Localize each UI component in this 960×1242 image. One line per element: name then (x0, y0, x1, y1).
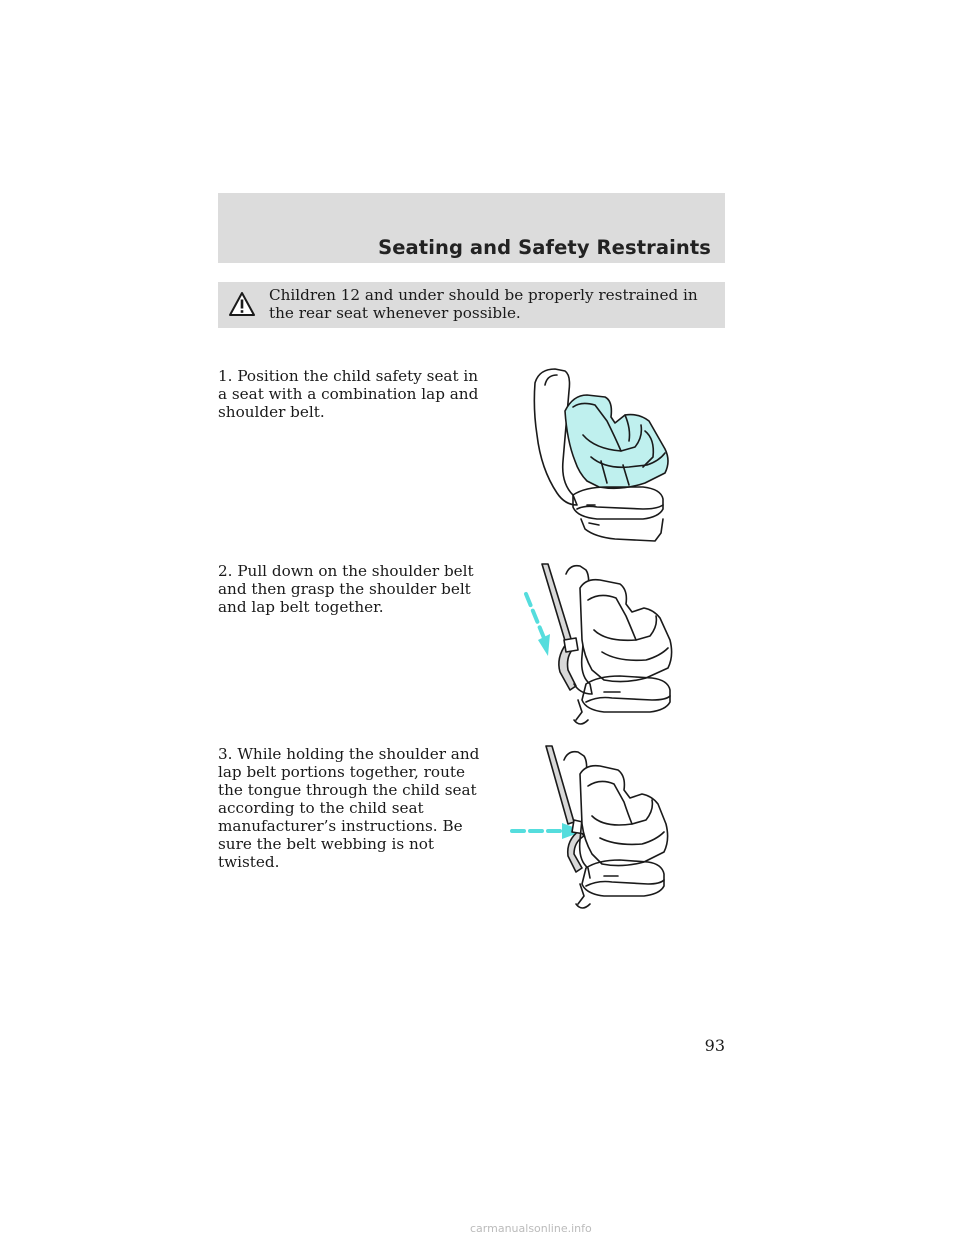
section-header (218, 193, 725, 263)
route-tongue-icon (508, 744, 683, 914)
child-seat-icon (525, 365, 690, 550)
warning-box (218, 282, 725, 328)
warning-triangle-icon (228, 291, 256, 317)
section-title: Seating and Safety Restraints (378, 236, 711, 259)
step-1-text: 1. Position the child safety seat in a seat with a combination lap and shoulder belt. (218, 367, 479, 421)
page-number: 93 (704, 1036, 725, 1055)
pull-belt-icon (520, 560, 690, 730)
footer-watermark: carmanualsonline.info (470, 1222, 592, 1235)
warning-text: Children 12 and under should be properly restrained in the rear seat whenever possible. (269, 286, 698, 322)
step-2-text: 2. Pull down on the shoulder belt and then grasp the shoulder belt and lap belt together. (218, 562, 474, 616)
step-3-text: 3. While holding the shoulder and lap belt portions together, route the tongue through the child seat according to the child seat manufacturer’s instructions. Be sure the belt webbing is not twisted. (218, 745, 480, 871)
